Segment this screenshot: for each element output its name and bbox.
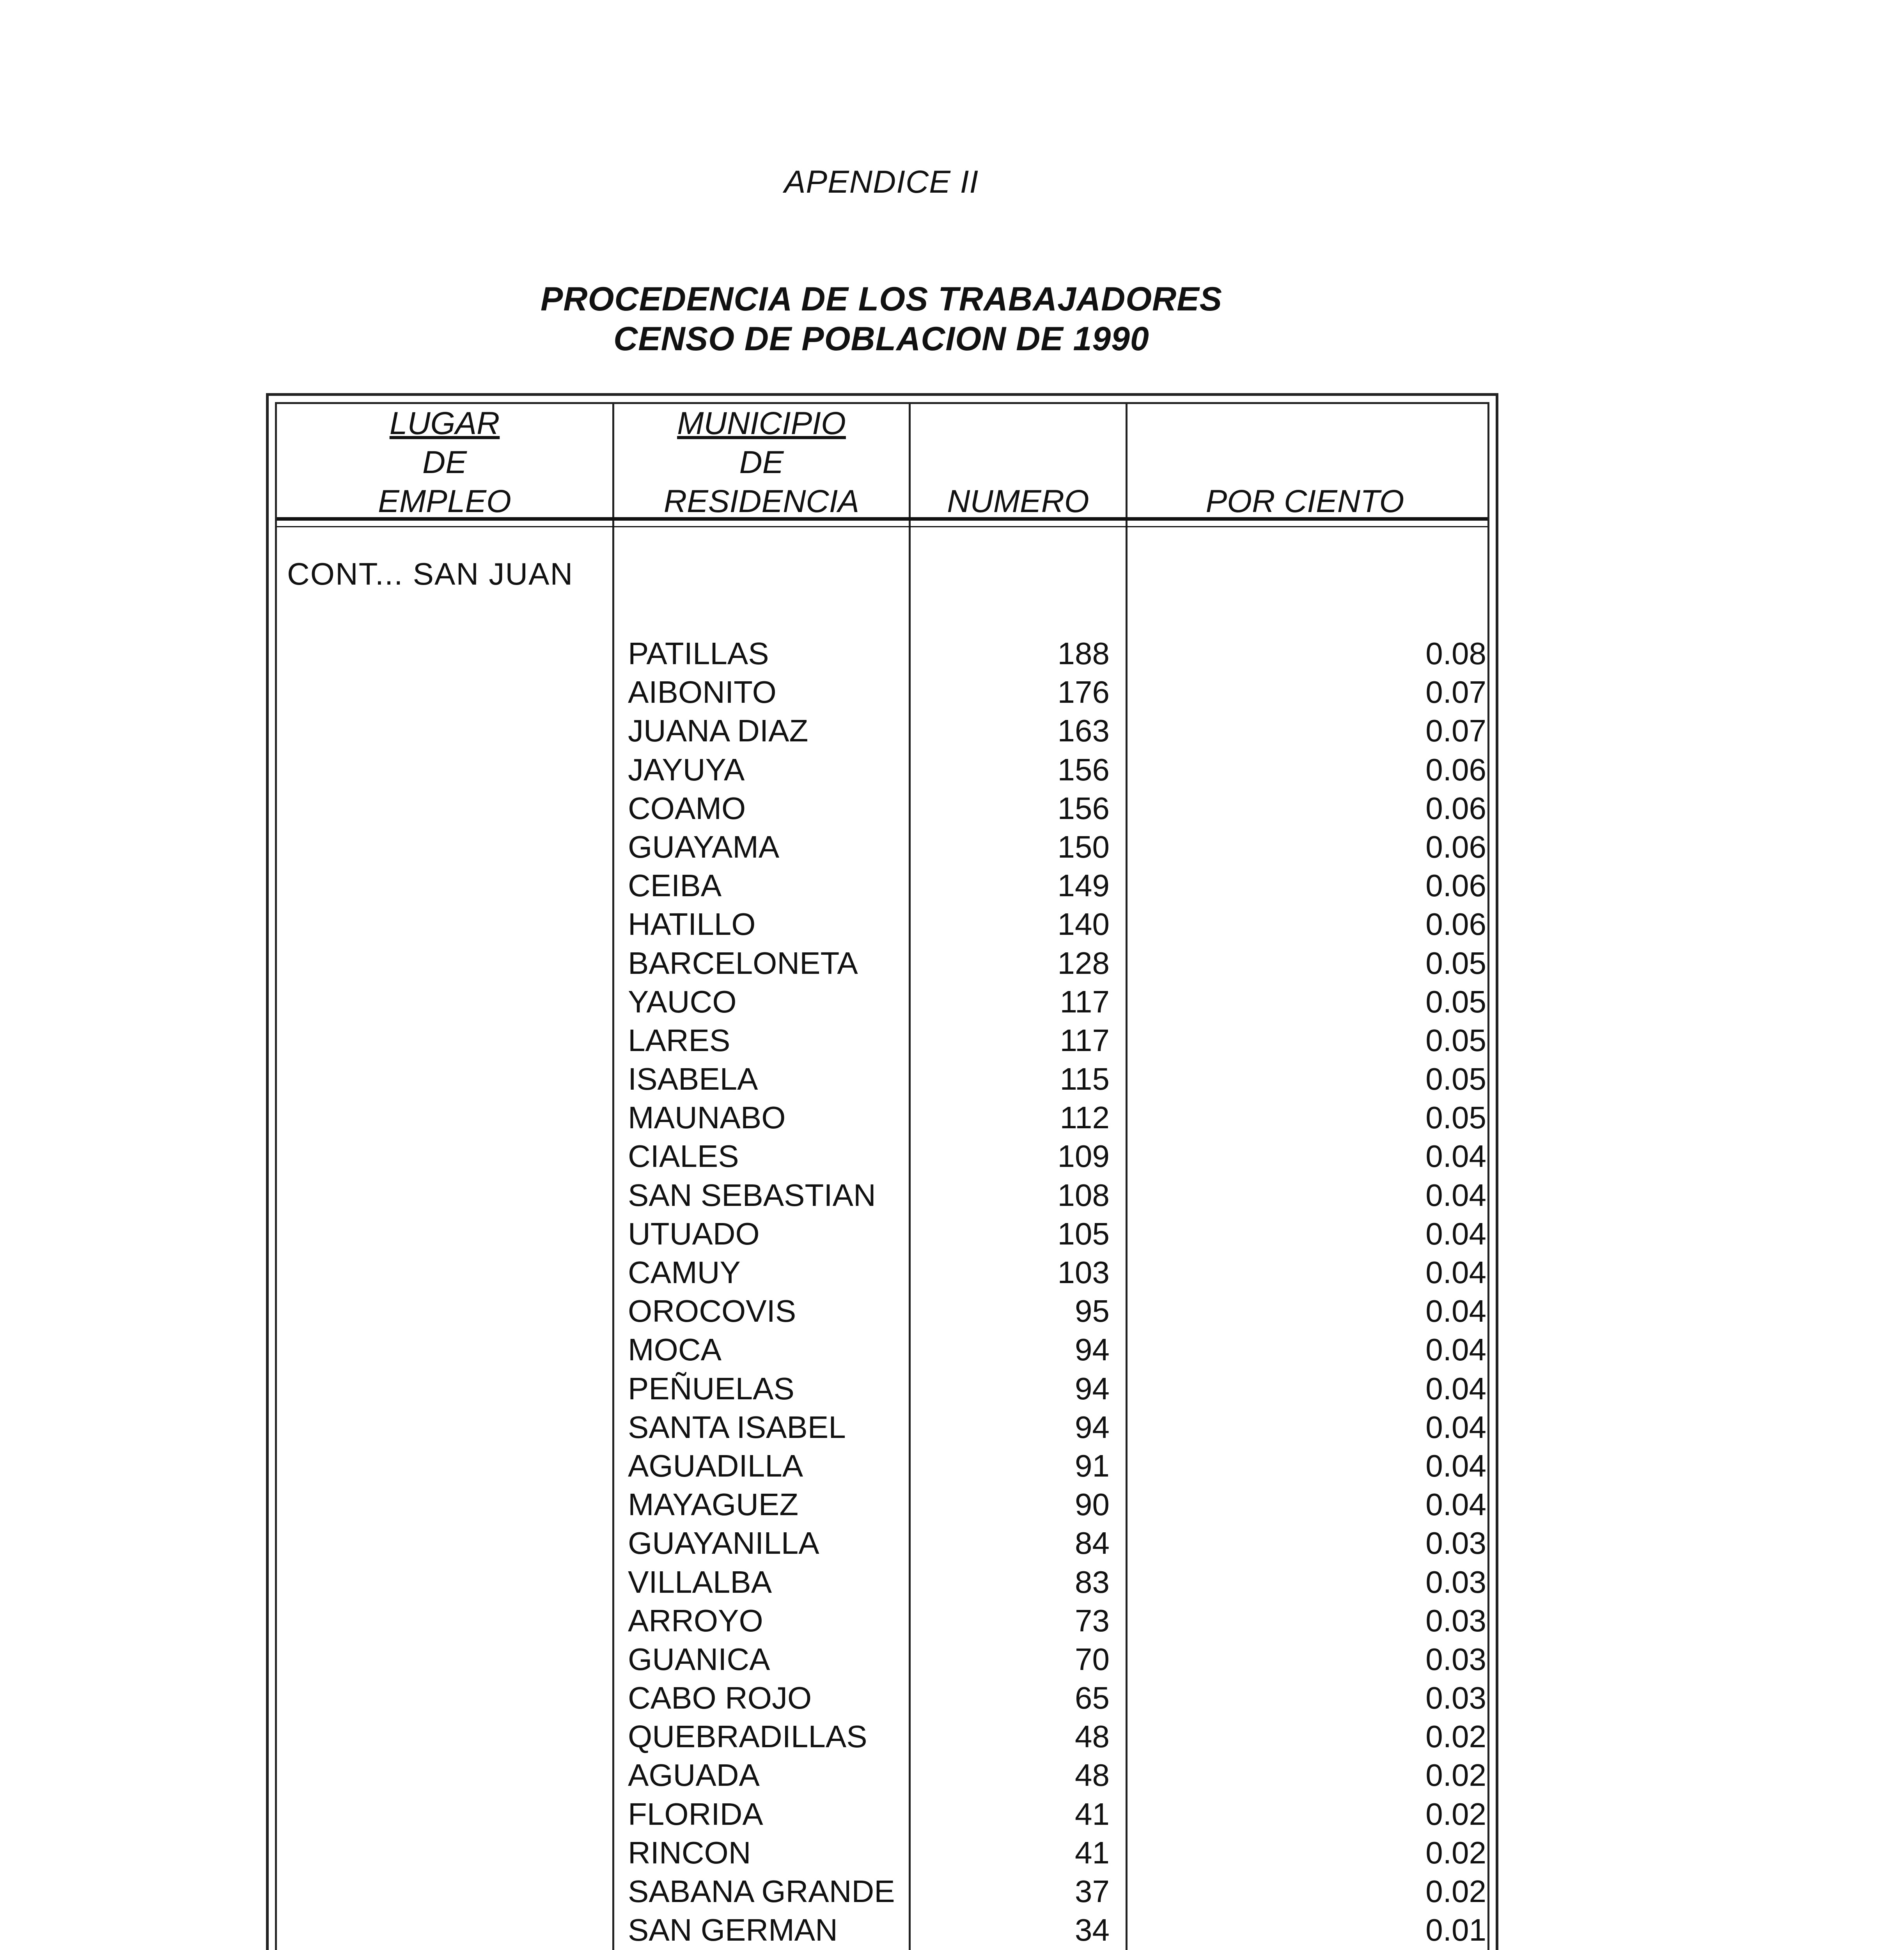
table-row: [277, 982, 1487, 1021]
table-row: [277, 905, 1487, 943]
row-numero: 94: [1075, 1409, 1110, 1445]
table-row: [277, 1330, 1487, 1369]
table-row: [277, 866, 1487, 905]
workers-origin-table: [266, 393, 1498, 1950]
row-por-ciento: 0.01: [1425, 1913, 1486, 1948]
row-por-ciento: 0.07: [1425, 675, 1486, 710]
row-por-ciento: 0.03: [1425, 1526, 1486, 1561]
row-por-ciento: 0.02: [1425, 1874, 1486, 1909]
row-numero: 188: [1057, 636, 1110, 671]
table-row: [277, 1098, 1487, 1137]
header-por-ciento: POR CIENTO: [1206, 484, 1404, 519]
row-municipio: SABANA GRANDE: [628, 1874, 895, 1909]
table-row: [277, 1060, 1487, 1098]
row-por-ciento: 0.04: [1425, 1409, 1486, 1445]
row-numero: 163: [1057, 713, 1110, 748]
row-numero: 176: [1057, 675, 1110, 710]
row-por-ciento: 0.06: [1425, 829, 1486, 864]
row-numero: 140: [1057, 907, 1110, 942]
row-por-ciento: 0.03: [1425, 1603, 1486, 1638]
row-por-ciento: 0.04: [1425, 1255, 1486, 1290]
row-numero: 91: [1075, 1448, 1110, 1483]
row-por-ciento: 0.04: [1425, 1448, 1486, 1483]
row-municipio: QUEBRADILLAS: [628, 1719, 867, 1754]
row-municipio: JAYUYA: [628, 752, 745, 787]
header-rule: [277, 517, 1487, 527]
row-municipio: ISABELA: [628, 1062, 758, 1097]
row-numero: 70: [1075, 1642, 1110, 1677]
row-por-ciento: 0.05: [1425, 984, 1486, 1019]
row-municipio: AGUADILLA: [628, 1448, 803, 1483]
table-title-line-1: PROCEDENCIA DE LOS TRABAJADORES: [541, 280, 1222, 318]
row-municipio: SAN SEBASTIAN: [628, 1177, 876, 1213]
row-municipio: GUANICA: [628, 1642, 770, 1677]
table-row: [277, 1214, 1487, 1253]
row-por-ciento: 0.07: [1425, 713, 1486, 748]
row-municipio: COAMO: [628, 791, 746, 826]
row-por-ciento: 0.04: [1425, 1294, 1486, 1329]
table-row: [277, 1253, 1487, 1292]
row-numero: 65: [1075, 1681, 1110, 1716]
row-por-ciento: 0.04: [1425, 1216, 1486, 1251]
row-por-ciento: 0.02: [1425, 1719, 1486, 1754]
row-por-ciento: 0.03: [1425, 1642, 1486, 1677]
header-numero: NUMERO: [947, 484, 1089, 519]
row-numero: 83: [1075, 1564, 1110, 1599]
table-row: [277, 828, 1487, 866]
row-municipio: VILLALBA: [628, 1564, 772, 1599]
row-numero: 128: [1057, 945, 1110, 980]
row-numero: 41: [1075, 1796, 1110, 1831]
row-por-ciento: 0.02: [1425, 1796, 1486, 1831]
row-numero: 108: [1057, 1177, 1110, 1213]
header-municipio-de-residencia: [614, 404, 909, 521]
table-row: [277, 1833, 1487, 1872]
row-municipio: CABO ROJO: [628, 1681, 812, 1716]
row-por-ciento: 0.08: [1425, 636, 1486, 671]
row-municipio: CEIBA: [628, 868, 722, 903]
row-por-ciento: 0.06: [1425, 868, 1486, 903]
row-municipio: LARES: [628, 1023, 730, 1058]
row-por-ciento: 0.04: [1425, 1139, 1486, 1174]
header-municipio-line-1: MUNICIPIO: [677, 406, 846, 441]
lugar-de-empleo-value: CONT... SAN JUAN: [287, 557, 574, 591]
row-por-ciento: 0.05: [1425, 1023, 1486, 1058]
row-numero: 48: [1075, 1719, 1110, 1754]
row-municipio: SANTA ISABEL: [628, 1409, 846, 1445]
row-municipio: CAMUY: [628, 1255, 741, 1290]
table-row: [277, 1021, 1487, 1060]
row-numero: 112: [1060, 1100, 1110, 1135]
row-numero: 37: [1075, 1874, 1110, 1909]
table-row: [277, 1292, 1487, 1330]
row-municipio: MAYAGUEZ: [628, 1487, 799, 1522]
table-row: [277, 1872, 1487, 1911]
table-row: [277, 1717, 1487, 1756]
row-por-ciento: 0.04: [1425, 1371, 1486, 1406]
table-row: [277, 1563, 1487, 1601]
row-por-ciento: 0.05: [1425, 1062, 1486, 1097]
header-lugar-line-1: LUGAR: [389, 406, 500, 441]
row-numero: 48: [1075, 1758, 1110, 1793]
row-municipio: PATILLAS: [628, 636, 769, 671]
row-municipio: JUANA DIAZ: [628, 713, 808, 748]
table-row: [277, 1795, 1487, 1833]
row-por-ciento: 0.03: [1425, 1681, 1486, 1716]
table-row: [277, 1911, 1487, 1949]
table-row: [277, 1408, 1487, 1447]
row-por-ciento: 0.04: [1425, 1177, 1486, 1213]
row-municipio: YAUCO: [628, 984, 737, 1019]
row-numero: 150: [1057, 829, 1110, 864]
row-por-ciento: 0.06: [1425, 907, 1486, 942]
row-municipio: GUAYANILLA: [628, 1526, 819, 1561]
row-municipio: BARCELONETA: [628, 945, 858, 980]
row-municipio: OROCOVIS: [628, 1294, 796, 1329]
table-row: [277, 1640, 1487, 1679]
table-row: [277, 634, 1487, 673]
row-municipio: MAUNABO: [628, 1100, 786, 1135]
row-por-ciento: 0.05: [1425, 945, 1486, 980]
data-rows: [277, 634, 1487, 1950]
row-numero: 94: [1075, 1371, 1110, 1406]
row-numero: 109: [1057, 1139, 1110, 1174]
row-numero: 115: [1060, 1062, 1110, 1097]
table-row: [277, 673, 1487, 711]
row-numero: 41: [1075, 1835, 1110, 1870]
row-por-ciento: 0.04: [1425, 1487, 1486, 1522]
row-numero: 95: [1075, 1294, 1110, 1329]
row-municipio: SAN GERMAN: [628, 1913, 838, 1948]
row-municipio: GUAYAMA: [628, 829, 780, 864]
row-numero: 94: [1075, 1332, 1110, 1367]
row-por-ciento: 0.05: [1425, 1100, 1486, 1135]
row-municipio: HATILLO: [628, 907, 756, 942]
row-municipio: AIBONITO: [628, 675, 776, 710]
table-row: [277, 1756, 1487, 1794]
table-row: [277, 944, 1487, 982]
table-row: [277, 1679, 1487, 1717]
row-por-ciento: 0.02: [1425, 1758, 1486, 1793]
row-municipio: AGUADA: [628, 1758, 760, 1793]
table-row: [277, 1176, 1487, 1214]
header-municipio-line-3: RESIDENCIA: [663, 484, 860, 519]
table-row: [277, 789, 1487, 828]
table-row: [277, 1485, 1487, 1524]
row-por-ciento: 0.06: [1425, 791, 1486, 826]
row-municipio: UTUADO: [628, 1216, 760, 1251]
row-municipio: FLORIDA: [628, 1796, 763, 1831]
table-title-line-2: CENSO DE POBLACION DE 1990: [613, 320, 1149, 358]
row-numero: 149: [1057, 868, 1110, 903]
row-por-ciento: 0.02: [1425, 1835, 1486, 1870]
row-numero: 117: [1060, 1023, 1110, 1058]
row-numero: 103: [1057, 1255, 1110, 1290]
row-numero: 34: [1075, 1913, 1110, 1948]
row-por-ciento: 0.03: [1425, 1564, 1486, 1599]
row-numero: 84: [1075, 1526, 1110, 1561]
table-body: [275, 402, 1489, 1950]
row-numero: 156: [1057, 791, 1110, 826]
table-row: [277, 1369, 1487, 1408]
row-municipio: PEÑUELAS: [628, 1371, 794, 1406]
header-municipio-line-2: DE: [739, 445, 784, 480]
table-row: [277, 1137, 1487, 1175]
row-numero: 156: [1057, 752, 1110, 787]
row-municipio: RINCON: [628, 1835, 751, 1870]
table-row: [277, 711, 1487, 750]
row-numero: 73: [1075, 1603, 1110, 1638]
row-municipio: CIALES: [628, 1139, 739, 1174]
row-por-ciento: 0.04: [1425, 1332, 1486, 1367]
table-row: [277, 1447, 1487, 1485]
row-numero: 117: [1060, 984, 1110, 1019]
table-row: [277, 1524, 1487, 1562]
row-numero: 90: [1075, 1487, 1110, 1522]
row-municipio: MOCA: [628, 1332, 722, 1367]
table-row: [277, 1601, 1487, 1640]
row-por-ciento: 0.06: [1425, 752, 1486, 787]
header-lugar-de-empleo: [277, 404, 612, 521]
header-lugar-line-3: EMPLEO: [378, 484, 511, 519]
header-lugar-line-2: DE: [422, 445, 467, 480]
appendix-title: APENDICE II: [784, 164, 979, 200]
table-row: [277, 750, 1487, 789]
row-numero: 105: [1057, 1216, 1110, 1251]
row-municipio: ARROYO: [628, 1603, 763, 1638]
